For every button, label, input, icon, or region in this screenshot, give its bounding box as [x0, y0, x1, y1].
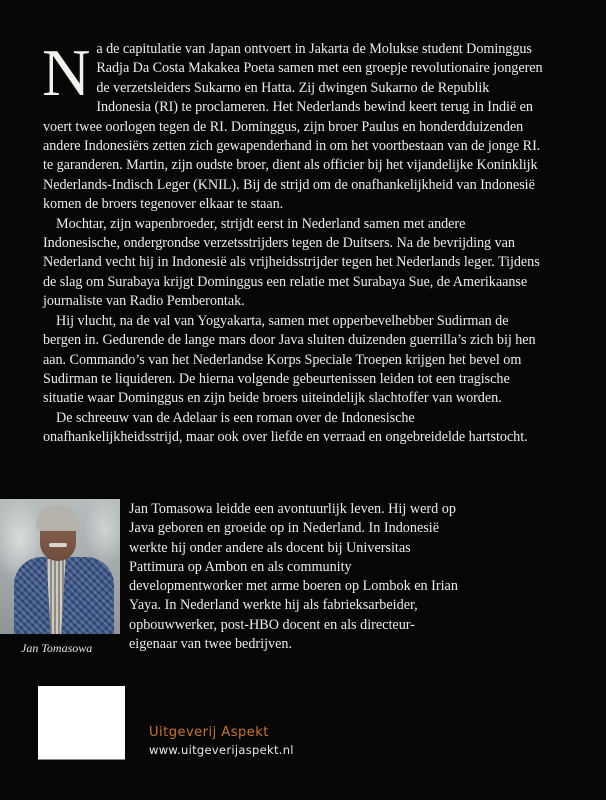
photo-caption: Jan Tomasowa — [21, 641, 93, 655]
author-bio — [129, 500, 459, 654]
publisher-logo-placeholder — [38, 686, 125, 760]
publisher-url[interactable]: www.uitgeverijaspekt.nl — [149, 743, 294, 757]
publisher-name: Uitgeverij Aspekt — [149, 725, 269, 740]
publisher-info — [149, 724, 294, 758]
blurb-paragraph-1: Na de capitulatie van Japan ontvoert in Jakarta de Molukse student Dominggus Radja Da Costa Makakea Poeta samen met een groepje revolutionaire jongeren de verzetsleiders Sukarno en Hatta. Zij dwingen Sukarno de Republik Indonesia (RI) te proclameren. Het Nederlands bewind keert terug in Indië en voert twee oorlogen tegen de RI. Dominggus, zijn broer Paulus en honderdduizenden andere Indonesiërs zetten zich gewapenderhand in om het voortbestaan van de jonge RI. te garanderen. Martin, zijn oudste broer, dient als officier bij het vijandelijke Koninklijk Nederlands-Indisch Leger (KNIL). Bij de strijd om de onafhankelijkheid van Indonesië komen de broers tegenover elkaar te staan. — [42, 36, 543, 213]
blurb-paragraph-3: Hij vlucht, na de val van Yogyakarta, samen met opperbevelhebber Sudirman de bergen in. Gedurende de lange mars door Java sluiten duizenden guerrilla’s zich bij hen aan. Commando’s van het Nederlandse Korps Speciale Troepen krijgen het bevel om Sudirman te liquideren. De hierna volgende gebeurtenissen leiden tot een tragische situatie waar Dominggus en zijn beide broers uiteindelijk slachtoffer van worden. — [43, 312, 536, 407]
blurb-paragraph-4: De schreeuw van de Adelaar is een roman over de Indonesische onafhankelijkheidsstrijd, maar ook over liefde en verraad en ongebreidelde hartstocht. — [43, 409, 528, 446]
drop-cap: N — [42, 36, 91, 110]
author-photo — [0, 499, 120, 634]
blurb-paragraph-2: Mochtar, zijn wapenbroeder, strijdt eerst in Nederland samen met andere Indonesische, ondergrondse verzetsstrijders tegen de Duitsers. Na de bevrijding van Nederland vecht hij in Indonesië als vrijheidsstrijder tegen het Nederlands leger. Tijdens de slag om Surabaya krijgt Dominggus een relatie met Surabaya Sue, de Amerikaanse journaliste van Radio Pemberontak. — [43, 215, 540, 310]
author-bio-text: Jan Tomasowa leidde een avontuurlijk leven. Hij werd op Java geboren en groeide op in Nederland. In Indonesië werkte hij onder andere als docent bij Universitas Pattimura op Ambon en als community developmentworker met arme boeren op Lombok en Irian Yaya. In Nederland werkte hij als fabrieksarbeider, opbouwwerker, post-HBO docent en als directeur-eigenaar van twee bedrijven. — [129, 501, 458, 653]
back-cover-blurb — [42, 36, 543, 448]
